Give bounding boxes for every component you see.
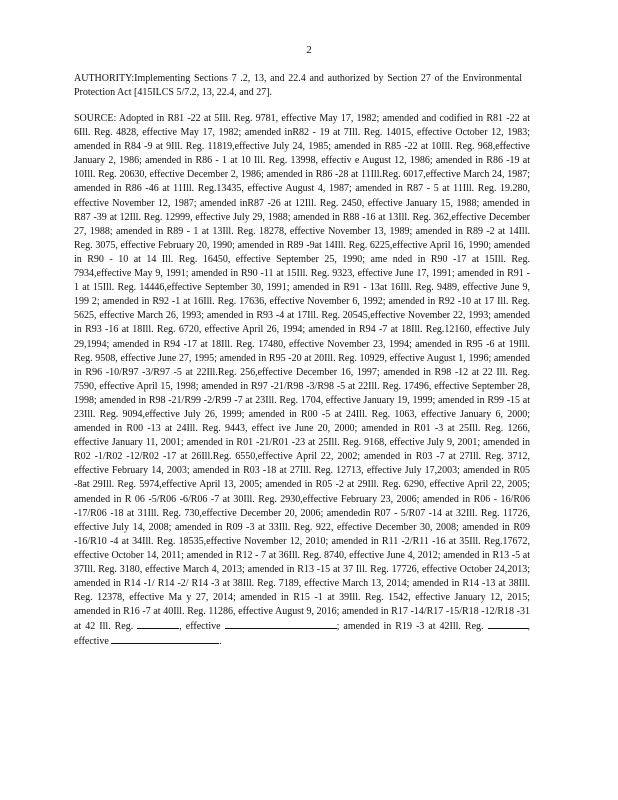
source-tail-3: , effective [74, 621, 531, 648]
blank-register-page-2 [488, 619, 528, 629]
source-paragraph [74, 112, 530, 650]
source-tail-1: , effective [179, 621, 221, 633]
source-tail-2: ; amended in R19 -3 at 42Ill. Reg. [336, 621, 484, 633]
source-text: SOURCE: Adopted in R81 -22 at 5Ill. Reg. 9781, effective May 17, 1982; amended and codified in R81 -22 at 6Ill. Reg. 4828, effective May 17, 1982; amended inR82 - 19 at 7Ill. Reg. 14015, effective October 12, 1983; amended in R84 -9 at 9Ill. Reg. 11819,effective July 24, 1985; amended in R85 -22 at 10Ill. Reg. 968,effective January 2, 1986; amended in R86 - 1 at 10 Ill. Reg. 13998, effectiv e August 12, 1986; amended in R86 -19 at 10Ill. Reg. 20630, effective December 2, 1986; amended in R86 -28 at 11Ill.Reg. 6017,effective March 24, 1987; amended in R86 -46 at 11Ill. Reg.13435, effective August 4, 1987; amended in R87 - 5 at 11Ill. Reg. 19.280, effective November 12, 1987; amended inR87 -26 at 12Ill. Reg. 2450, effective January 15, 1988; amended in R87 -39 at 12Ill. Reg. 12999, effective July 29, 1988; amended in R88 -16 at 13Ill. Reg. 362,effective December 27, 1988; amended in R89 - 1 at 13Ill. Reg. 18278, effective November 13, 1989; amended in R89 -2 at 14Ill. Reg. 3075, effective February 20, 1990; amended in R89 -9at 14Ill. Reg. 6225,effective April 16, 1990; amended in R90 - 10 at 14 Ill. Reg. 16450, effective September 25, 1990; ame nded in R90 -17 at 15Ill. Reg. 7934,effective May 9, 1991; amended in R90 -11 at 15Ill. Reg. 9323, effective June 17, 1991; amended in R91 - 1 at 15Ill. Reg. 14446,effective September 30, 1991; amended in R91 - 13at 16Ill. Reg. 9489, effective June 9, 199 2; amended in R92 -1 at 16Ill. Reg. 17636, effective November 6, 1992; amended in R92 -10 at 17 Ill. Reg. 5625, effective March 26, 1993; amended in R93 -4 at 17Ill. Reg. 20545,effective November 22, 1993; amended in R93 -16 at 18Ill. Reg. 6720, effective April 26, 1994; amended in R94 -7 at 18Ill. Reg.12160, effective July 29,1994; amended in R94 -17 at 18Ill. Reg. 17480, effective November 23, 1994; amended in R95 -6 at 19Ill. Reg. 9508, effective June 27, 1995; amended in R95 -20 at 20Ill. Reg. 10929, effective August 1, 1996; amended in R96 -10/R97 -3/R97 -5 at 22Ill.Reg. 256,effective December 16, 1997; amended in R98 -12 at 22 Ill. Reg. 7590, effective April 15, 1998; amended in R97 -21/R98 -3/R98 -5 at 22Ill. Reg. 17496, effective September 28, 1998; amended in R98 -21/R99 -2/R99 -7 at 23Ill. Reg. 1704, effective January 19, 1999; amended in R99 -15 at 23Ill. Reg. 9094,effective July 26, 1999; amended in R00 -5 at 24Ill. Reg. 1063, effective January 6, 2000; amended in R00 -13 at 24Ill. Reg. 9443, effect ive June 20, 2000; amended in R01 -3 at 25Ill. Reg. 1266, effective January 11, 2001; amended in R01 -21/R01 -23 at 25Ill. Reg. 9168, effective July 9, 2001; amended in R02 -1/R02 -12/R02 -17 at 26Ill.Reg. 6550,effective April 22, 2002; amended in R03 -7 at 27Ill. Reg. 3712, effective February 14, 2003; amended in R03 -18 at 27Ill. Reg. 12713, effective July 17,2003; amended in R05 -8at 29Ill. Reg. 5974,effective April 13, 2005; amended in R05 -2 at 29Ill. Reg. 6290, effective April 22, 2005; amended in R 06 -5/R06 -6/R06 -7 at 30Ill. Reg. 2930,effective February 23, 2006; amended in R06 - 16/R06 -17/R06 -18 at 31Ill. Reg. 730,effective December 20, 2006; amendedin R07 - 5/R07 -14 at 32Ill. Reg. 11726, effective July 14, 2008; amended in R09 -3 at 33Ill. Reg. 922, effective December 30, 2008; amended in R09 -16/R10 -4 at 34Ill. Reg. 18535,effective November 12, 2010; amended in R11 -2/R11 -16 at 35Ill. Reg.17672, effective October 14, 2011; amended in R12 - 7 at 36Ill. Reg. 8740, effective June 4, 2012; amended in R13 -5 at 37Ill. Reg. 3180, effective March 4, 2013; amended in R13 -15 at 37 Ill. Reg. 17726, effective October 24,2013; amended in R14 -1/ R14 -2/ R14 -3 at 38Ill. Reg. 7189, effective March 13, 2014; amended in R14 -13 at 38Ill. Reg. 12378, effective Ma y 27, 2014; amended in R15 -1 at 39Ill. Reg. 1542, effective January 12, 2015; amended in R16 -7 at 40Ill. Reg. 11286, effective August 9, 2016; amended in R17 -14/R17 -15/R18 -12/R18 -31 at 42 Ill. Reg. [74, 113, 530, 633]
blank-effective-date [225, 619, 337, 629]
authority-paragraph: AUTHORITY:Implementing Sections 7 .2, 13, and 22.4 and authorized by Section 27 of the Environmental Protection Act [415ILCS 5/7.2, 13, 22.4, and 27]. [74, 73, 522, 98]
page-number: 2 [306, 44, 312, 56]
source-tail-4: . [219, 636, 222, 648]
blank-register-page [137, 619, 179, 629]
blank-effective-date-2 [111, 634, 219, 644]
